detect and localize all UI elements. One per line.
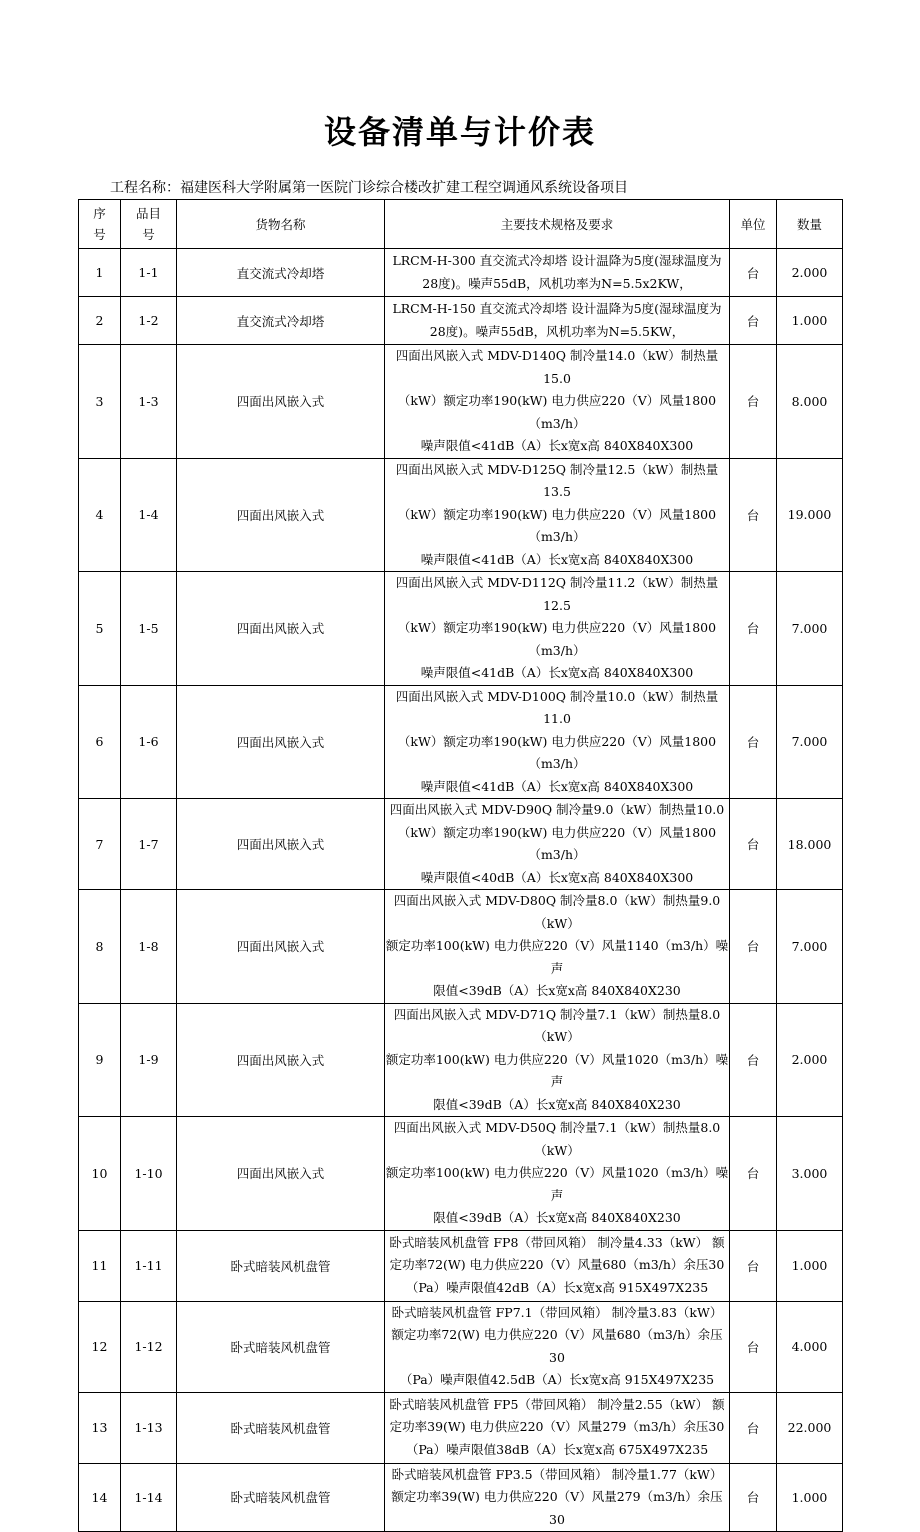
row-qty: 3.000 <box>777 1117 843 1231</box>
header-unit: 单位 <box>730 200 777 249</box>
row-item-no: 1-13 <box>121 1392 177 1463</box>
row-spec: 四面出风嵌入式 MDV-D100Q 制冷量10.0（kW）制热量11.0 （kW）额定功率190(kW) 电力供应220（V）风量1800（m3/h） 噪声限值<41dB（A）长x宽x高 840X840X300 <box>385 685 730 799</box>
row-name: 四面出风嵌入式 <box>177 799 385 890</box>
row-spec: 四面出风嵌入式 MDV-D50Q 制冷量7.1（kW）制热量8.0（kW） 额定功率100(kW) 电力供应220（V）风量1020（m3/h）噪声 限值<39dB（A）长x宽x高 840X840X230 <box>385 1117 730 1231</box>
row-item-no: 1-2 <box>121 297 177 345</box>
row-seq: 8 <box>79 890 121 1004</box>
row-spec: 卧式暗装风机盘管 FP8（带回风箱） 制冷量4.33（kW） 额 定功率72(W) 电力供应220（V）风量680（m3/h）余压30 （Pa）噪声限值42dB（A）长x宽x高 915X497X235 <box>385 1230 730 1301</box>
row-seq: 7 <box>79 799 121 890</box>
row-spec: 四面出风嵌入式 MDV-D80Q 制冷量8.0（kW）制热量9.0（kW） 额定功率100(kW) 电力供应220（V）风量1140（m3/h）噪声 限值<39dB（A）长x宽x高 840X840X230 <box>385 890 730 1004</box>
row-name: 四面出风嵌入式 <box>177 458 385 572</box>
row-unit: 台 <box>730 1301 777 1392</box>
row-item-no: 1-8 <box>121 890 177 1004</box>
row-qty: 8.000 <box>777 345 843 459</box>
header-item-no: 品目 号 <box>121 200 177 249</box>
row-item-no: 1-9 <box>121 1003 177 1117</box>
row-unit: 台 <box>730 345 777 459</box>
row-seq: 1 <box>79 249 121 297</box>
table-row <box>79 297 843 345</box>
row-name: 四面出风嵌入式 <box>177 572 385 686</box>
row-name: 卧式暗装风机盘管 <box>177 1230 385 1301</box>
equipment-table <box>78 199 843 1532</box>
row-item-no: 1-4 <box>121 458 177 572</box>
row-spec: 四面出风嵌入式 MDV-D112Q 制冷量11.2（kW）制热量12.5 （kW）额定功率190(kW) 电力供应220（V）风量1800（m3/h） 噪声限值<41dB（A）长x宽x高 840X840X300 <box>385 572 730 686</box>
row-name: 卧式暗装风机盘管 <box>177 1392 385 1463</box>
row-spec: 卧式暗装风机盘管 FP3.5（带回风箱） 制冷量1.77（kW） 额定功率39(W) 电力供应220（V）风量279（m3/h）余压30 <box>385 1463 730 1532</box>
row-qty: 2.000 <box>777 249 843 297</box>
row-item-no: 1-10 <box>121 1117 177 1231</box>
row-spec: 卧式暗装风机盘管 FP5（带回风箱） 制冷量2.55（kW） 额 定功率39(W) 电力供应220（V）风量279（m3/h）余压30 （Pa）噪声限值38dB（A）长x宽x高 675X497X235 <box>385 1392 730 1463</box>
row-spec: LRCM-H-150 直交流式冷却塔 设计温降为5度(湿球温度为 28度)。噪声55dB，风机功率为N=5.5KW， <box>385 297 730 345</box>
row-unit: 台 <box>730 685 777 799</box>
row-item-no: 1-1 <box>121 249 177 297</box>
row-name: 四面出风嵌入式 <box>177 1003 385 1117</box>
table-row <box>79 249 843 297</box>
header-seq: 序 号 <box>79 200 121 249</box>
table-row <box>79 458 843 572</box>
row-seq: 12 <box>79 1301 121 1392</box>
row-seq: 4 <box>79 458 121 572</box>
row-spec: 四面出风嵌入式 MDV-D125Q 制冷量12.5（kW）制热量13.5 （kW）额定功率190(kW) 电力供应220（V）风量1800（m3/h） 噪声限值<41dB（A）长x宽x高 840X840X300 <box>385 458 730 572</box>
row-qty: 7.000 <box>777 890 843 1004</box>
project-name: 工程名称：福建医科大学附属第一医院门诊综合楼改扩建工程空调通风系统设备项目 <box>110 180 628 196</box>
row-name: 直交流式冷却塔 <box>177 297 385 345</box>
row-item-no: 1-14 <box>121 1463 177 1532</box>
row-unit: 台 <box>730 572 777 686</box>
table-row <box>79 890 843 1004</box>
row-qty: 1.000 <box>777 1230 843 1301</box>
row-unit: 台 <box>730 1463 777 1532</box>
table-row <box>79 572 843 686</box>
row-item-no: 1-6 <box>121 685 177 799</box>
header-qty: 数量 <box>777 200 843 249</box>
row-unit: 台 <box>730 799 777 890</box>
row-item-no: 1-7 <box>121 799 177 890</box>
row-seq: 3 <box>79 345 121 459</box>
row-qty: 7.000 <box>777 685 843 799</box>
row-unit: 台 <box>730 249 777 297</box>
row-unit: 台 <box>730 1003 777 1117</box>
row-qty: 19.000 <box>777 458 843 572</box>
table-row <box>79 1230 843 1301</box>
row-spec: LRCM-H-300 直交流式冷却塔 设计温降为5度(湿球温度为 28度)。噪声55dB，风机功率为N=5.5x2KW， <box>385 249 730 297</box>
row-item-no: 1-12 <box>121 1301 177 1392</box>
row-item-no: 1-11 <box>121 1230 177 1301</box>
table-row <box>79 1463 843 1532</box>
row-item-no: 1-3 <box>121 345 177 459</box>
row-item-no: 1-5 <box>121 572 177 686</box>
row-seq: 13 <box>79 1392 121 1463</box>
table-header-row <box>79 200 843 249</box>
row-seq: 6 <box>79 685 121 799</box>
row-seq: 10 <box>79 1117 121 1231</box>
row-qty: 1.000 <box>777 1463 843 1532</box>
row-seq: 2 <box>79 297 121 345</box>
row-spec: 四面出风嵌入式 MDV-D90Q 制冷量9.0（kW）制热量10.0 （kW）额定功率190(kW) 电力供应220（V）风量1800（m3/h） 噪声限值<40dB（A）长x宽x高 840X840X300 <box>385 799 730 890</box>
row-unit: 台 <box>730 890 777 1004</box>
row-name: 卧式暗装风机盘管 <box>177 1301 385 1392</box>
row-name: 四面出风嵌入式 <box>177 345 385 459</box>
row-qty: 2.000 <box>777 1003 843 1117</box>
table-row <box>79 685 843 799</box>
row-seq: 11 <box>79 1230 121 1301</box>
row-seq: 5 <box>79 572 121 686</box>
header-spec: 主要技术规格及要求 <box>385 200 730 249</box>
table-row <box>79 799 843 890</box>
header-name: 货物名称 <box>177 200 385 249</box>
page-title: 设备清单与计价表 <box>323 113 596 151</box>
row-name: 卧式暗装风机盘管 <box>177 1463 385 1532</box>
row-spec: 四面出风嵌入式 MDV-D71Q 制冷量7.1（kW）制热量8.0（kW） 额定功率100(kW) 电力供应220（V）风量1020（m3/h）噪声 限值<39dB（A）长x宽x高 840X840X230 <box>385 1003 730 1117</box>
table-row <box>79 1301 843 1392</box>
row-seq: 9 <box>79 1003 121 1117</box>
row-qty: 22.000 <box>777 1392 843 1463</box>
row-unit: 台 <box>730 1117 777 1231</box>
table-row <box>79 345 843 459</box>
row-unit: 台 <box>730 1230 777 1301</box>
row-unit: 台 <box>730 458 777 572</box>
row-qty: 7.000 <box>777 572 843 686</box>
row-qty: 4.000 <box>777 1301 843 1392</box>
table-row <box>79 1117 843 1231</box>
row-qty: 1.000 <box>777 297 843 345</box>
row-unit: 台 <box>730 297 777 345</box>
row-name: 四面出风嵌入式 <box>177 685 385 799</box>
table-row <box>79 1392 843 1463</box>
table-row <box>79 1003 843 1117</box>
row-qty: 18.000 <box>777 799 843 890</box>
row-spec: 卧式暗装风机盘管 FP7.1（带回风箱） 制冷量3.83（kW） 额定功率72(W) 电力供应220（V）风量680（m3/h）余压30 （Pa）噪声限值42.5dB（A）长x宽x高 915X497X235 <box>385 1301 730 1392</box>
row-spec: 四面出风嵌入式 MDV-D140Q 制冷量14.0（kW）制热量15.0 （kW）额定功率190(kW) 电力供应220（V）风量1800（m3/h） 噪声限值<41dB（A）长x宽x高 840X840X300 <box>385 345 730 459</box>
row-unit: 台 <box>730 1392 777 1463</box>
row-name: 四面出风嵌入式 <box>177 890 385 1004</box>
row-name: 直交流式冷却塔 <box>177 249 385 297</box>
row-name: 四面出风嵌入式 <box>177 1117 385 1231</box>
row-seq: 14 <box>79 1463 121 1532</box>
